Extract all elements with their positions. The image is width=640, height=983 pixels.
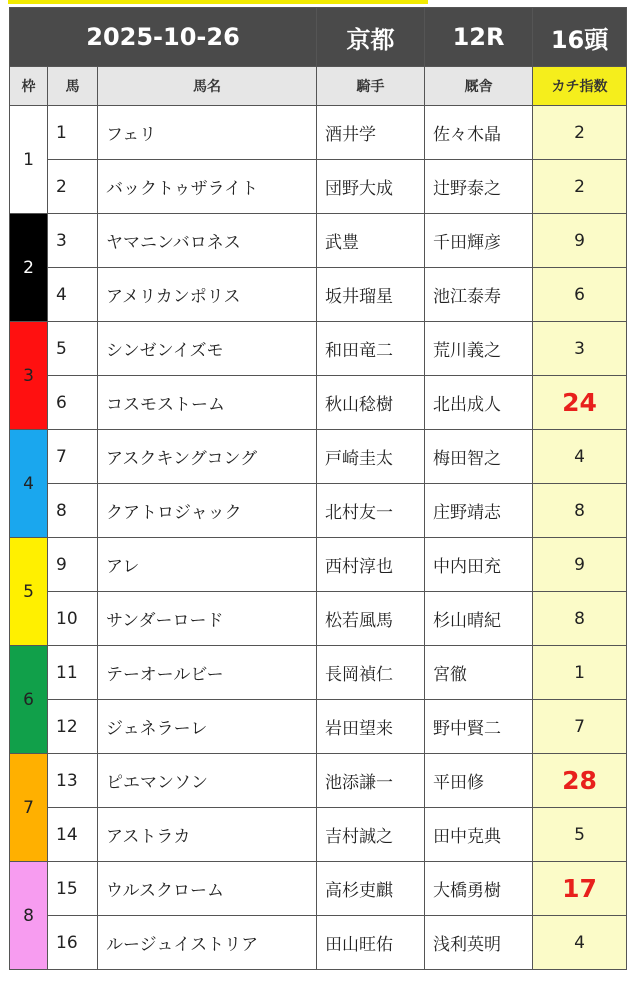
jockey-cell: 長岡禎仁: [317, 646, 425, 700]
trainer-cell: 田中克典: [425, 808, 533, 862]
kachi-index-cell: 7: [533, 700, 627, 754]
horse-number-cell: 12: [48, 700, 98, 754]
kachi-index-cell: 8: [533, 484, 627, 538]
col-header-waku: 枠: [10, 67, 48, 106]
horse-name-cell: ピエマンソン: [98, 754, 317, 808]
horse-number-cell: 4: [48, 268, 98, 322]
jockey-cell: 北村友一: [317, 484, 425, 538]
trainer-cell: 宮徹: [425, 646, 533, 700]
table-row: [10, 376, 627, 430]
jockey-cell: 吉村誠之: [317, 808, 425, 862]
trainer-cell: 梅田智之: [425, 430, 533, 484]
horse-number-cell: 15: [48, 862, 98, 916]
kachi-index-cell: 24: [533, 376, 627, 430]
trainer-cell: 北出成人: [425, 376, 533, 430]
race-number: 12R: [425, 8, 533, 67]
waku-cell: 7: [10, 754, 48, 862]
horse-name-cell: アスクキングコング: [98, 430, 317, 484]
trainer-cell: 平田修: [425, 754, 533, 808]
horse-number-cell: 2: [48, 160, 98, 214]
waku-cell: 3: [10, 322, 48, 430]
col-header-trainer: 厩舎: [425, 67, 533, 106]
waku-cell: 6: [10, 646, 48, 754]
kachi-index-cell: 1: [533, 646, 627, 700]
trainer-cell: 中内田充: [425, 538, 533, 592]
horse-name-cell: ウルスクローム: [98, 862, 317, 916]
kachi-index-cell: 9: [533, 538, 627, 592]
kachi-index-cell: 9: [533, 214, 627, 268]
jockey-cell: 松若風馬: [317, 592, 425, 646]
trainer-cell: 杉山晴紀: [425, 592, 533, 646]
horse-number-cell: 13: [48, 754, 98, 808]
jockey-cell: 団野大成: [317, 160, 425, 214]
trainer-cell: 野中賢二: [425, 700, 533, 754]
jockey-cell: 戸崎圭太: [317, 430, 425, 484]
horse-number-cell: 8: [48, 484, 98, 538]
kachi-index-cell: 17: [533, 862, 627, 916]
table-row: [10, 592, 627, 646]
table-row: [10, 160, 627, 214]
trainer-cell: 浅利英明: [425, 916, 533, 970]
top-accent-bar: [8, 0, 428, 4]
trainer-cell: 大橋勇樹: [425, 862, 533, 916]
waku-cell: 2: [10, 214, 48, 322]
kachi-index-cell: 28: [533, 754, 627, 808]
col-header-kachi: カチ指数: [533, 67, 627, 106]
column-header-row: [10, 67, 627, 106]
kachi-index-cell: 4: [533, 430, 627, 484]
horse-number-cell: 6: [48, 376, 98, 430]
waku-cell: 1: [10, 106, 48, 214]
table-row: [10, 484, 627, 538]
race-date: 2025-10-26: [10, 8, 317, 67]
jockey-cell: 田山旺佑: [317, 916, 425, 970]
table-row: [10, 862, 627, 916]
table-row: [10, 214, 627, 268]
col-header-name: 馬名: [98, 67, 317, 106]
jockey-cell: 西村淳也: [317, 538, 425, 592]
horse-number-cell: 7: [48, 430, 98, 484]
race-venue: 京都: [317, 8, 425, 67]
horse-name-cell: フェリ: [98, 106, 317, 160]
trainer-cell: 庄野靖志: [425, 484, 533, 538]
horse-name-cell: アストラカ: [98, 808, 317, 862]
jockey-cell: 酒井学: [317, 106, 425, 160]
horse-name-cell: アレ: [98, 538, 317, 592]
kachi-index-cell: 6: [533, 268, 627, 322]
horse-name-cell: クアトロジャック: [98, 484, 317, 538]
horse-name-cell: コスモストーム: [98, 376, 317, 430]
horse-name-cell: サンダーロード: [98, 592, 317, 646]
horse-number-cell: 14: [48, 808, 98, 862]
jockey-cell: 岩田望来: [317, 700, 425, 754]
col-header-jockey: 騎手: [317, 67, 425, 106]
table-row: [10, 430, 627, 484]
table-row: [10, 268, 627, 322]
horse-name-cell: ジェネラーレ: [98, 700, 317, 754]
table-row: [10, 106, 627, 160]
horse-number-cell: 10: [48, 592, 98, 646]
jockey-cell: 池添謙一: [317, 754, 425, 808]
horse-name-cell: ルージュイストリア: [98, 916, 317, 970]
table-row: [10, 646, 627, 700]
kachi-index-cell: 4: [533, 916, 627, 970]
kachi-index-cell: 8: [533, 592, 627, 646]
horse-name-cell: テーオールビー: [98, 646, 317, 700]
jockey-cell: 秋山稔樹: [317, 376, 425, 430]
horse-name-cell: シンゼンイズモ: [98, 322, 317, 376]
table-row: [10, 322, 627, 376]
table-row: [10, 538, 627, 592]
race-entry-table: [9, 7, 627, 970]
horse-number-cell: 11: [48, 646, 98, 700]
jockey-cell: 坂井瑠星: [317, 268, 425, 322]
trainer-cell: 佐々木晶: [425, 106, 533, 160]
race-header-row: [10, 8, 627, 67]
jockey-cell: 和田竜二: [317, 322, 425, 376]
waku-cell: 4: [10, 430, 48, 538]
horse-number-cell: 9: [48, 538, 98, 592]
waku-cell: 8: [10, 862, 48, 970]
field-size: 16頭: [533, 8, 627, 67]
kachi-index-cell: 2: [533, 160, 627, 214]
table-row: [10, 700, 627, 754]
horse-number-cell: 3: [48, 214, 98, 268]
trainer-cell: 池江泰寿: [425, 268, 533, 322]
table-row: [10, 754, 627, 808]
table-row: [10, 916, 627, 970]
kachi-index-cell: 3: [533, 322, 627, 376]
jockey-cell: 高杉吏麒: [317, 862, 425, 916]
waku-cell: 5: [10, 538, 48, 646]
horse-name-cell: ヤマニンバロネス: [98, 214, 317, 268]
kachi-index-cell: 5: [533, 808, 627, 862]
horse-number-cell: 5: [48, 322, 98, 376]
trainer-cell: 辻野泰之: [425, 160, 533, 214]
trainer-cell: 千田輝彦: [425, 214, 533, 268]
table-row: [10, 808, 627, 862]
horse-name-cell: バックトゥザライト: [98, 160, 317, 214]
jockey-cell: 武豊: [317, 214, 425, 268]
horse-number-cell: 1: [48, 106, 98, 160]
kachi-index-cell: 2: [533, 106, 627, 160]
horse-name-cell: アメリカンポリス: [98, 268, 317, 322]
col-header-uma: 馬: [48, 67, 98, 106]
trainer-cell: 荒川義之: [425, 322, 533, 376]
horse-number-cell: 16: [48, 916, 98, 970]
